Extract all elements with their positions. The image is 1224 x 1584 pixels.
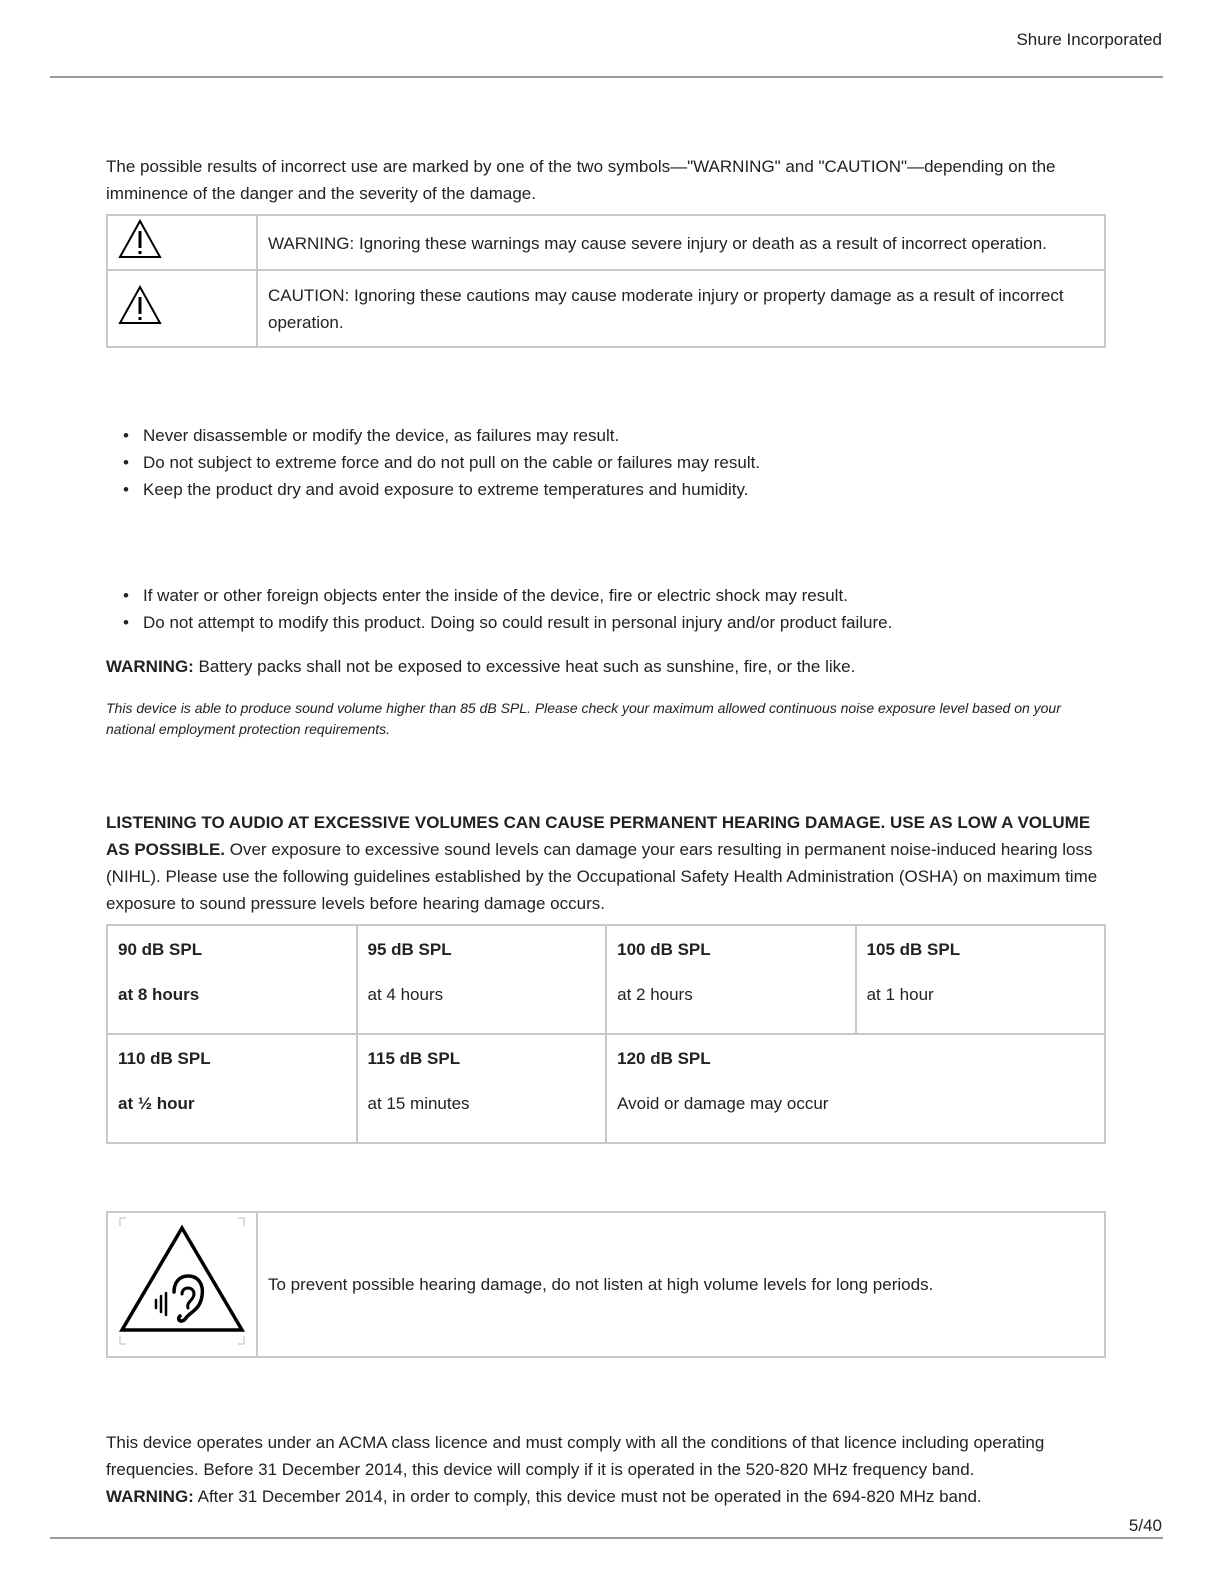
symbol-cell xyxy=(107,215,257,270)
table-cell xyxy=(856,925,1105,1034)
spl-level: 90 dB SPL xyxy=(118,940,203,959)
table-cell xyxy=(107,925,357,1034)
header-company: Shure Incorporated xyxy=(1016,30,1162,49)
list-item-text: If water or other foreign objects enter the inside of the device, fire or electric shock may result. xyxy=(143,586,848,605)
symbol-row-hearing xyxy=(107,1212,1105,1357)
footer-divider xyxy=(50,1537,1163,1539)
acma-warning xyxy=(106,1483,1106,1510)
warning-text: After 31 December 2014, in order to comply, this device must not be operated in the 694-820 MHz band. xyxy=(193,1487,982,1506)
symbol-row-caution xyxy=(107,270,1105,347)
bullet-list-1 xyxy=(106,422,1143,503)
spl-duration: at 4 hours xyxy=(367,985,444,1004)
list-item-text: Keep the product dry and avoid exposure to extreme temperatures and humidity. xyxy=(143,480,749,499)
warning-text: Battery packs shall not be exposed to excessive heat such as sunshine, fire, or the like. xyxy=(193,657,856,676)
acma-paragraph xyxy=(106,1429,1106,1510)
symbol-row-warning xyxy=(107,215,1105,270)
list-item-text: Never disassemble or modify the device, as failures may result. xyxy=(143,426,620,445)
warning-label: WARNING: xyxy=(106,1487,194,1506)
list-item: • Keep the product dry and avoid exposure to extreme temperatures and humidity. xyxy=(123,480,749,499)
spl-level: 120 dB SPL xyxy=(617,1049,711,1068)
hearing-warning-text: Over exposure to excessive sound levels can damage your ears resulting in permanent noise-induced hearing loss (NIHL). Please use the following guidelines established by the Occupational Safety Health Administration (OSHA) on maximum time exposure to sound pressure levels before hearing damage occurs. xyxy=(106,840,1098,913)
list-item: • Never disassemble or modify the device, as failures may result. xyxy=(123,426,620,445)
page-number: 5/40 xyxy=(1128,1516,1162,1535)
spl-level: 115 dB SPL xyxy=(367,1049,461,1068)
symbol-cell xyxy=(107,270,257,347)
spl-level: 110 dB SPL xyxy=(118,1049,211,1068)
list-item: • Do not subject to extreme force and do not pull on the cable or failures may result. xyxy=(123,453,761,472)
spl-duration: at ½ hour xyxy=(118,1094,195,1113)
spl-duration: at 2 hours xyxy=(617,985,693,1004)
table-cell xyxy=(357,1034,607,1143)
table-cell xyxy=(357,925,607,1034)
hearing-damage-icon xyxy=(118,1216,246,1346)
list-item: • If water or other foreign objects enter the inside of the device, fire or electric shock may result. xyxy=(123,586,848,605)
spl-table xyxy=(106,924,1106,1144)
hearing-warning-paragraph xyxy=(106,809,1106,917)
hearing-warning-heading: LISTENING TO AUDIO AT EXCESSIVE VOLUMES CAN CAUSE PERMANENT HEARING DAMAGE. USE AS LOW A VOLUME AS POSSIBLE. xyxy=(106,813,1091,859)
intro-paragraph: The possible results of incorrect use are marked by one of the two symbols—"WARNING" and "CAUTION"—depending on the imminence of the danger and the severity of the damage. xyxy=(106,157,1056,203)
spl-duration: Avoid or damage may occur xyxy=(617,1094,829,1113)
table-cell xyxy=(107,1034,357,1143)
table-row xyxy=(107,1034,1105,1143)
spl-level: 105 dB SPL xyxy=(866,940,961,959)
warning-triangle-icon xyxy=(118,219,162,259)
list-item-text: Do not subject to extreme force and do not pull on the cable or failures may result. xyxy=(143,453,761,472)
warning-triangle-icon xyxy=(118,285,162,325)
spl-duration: at 1 hour xyxy=(866,985,934,1004)
acma-text: This device operates under an ACMA class licence and must comply with all the conditions of that licence including operating frequencies. Before 31 December 2014, this device will comply if it is operated in the 520-820 MHz frequency band. xyxy=(106,1433,1045,1479)
warning-label: WARNING: xyxy=(106,657,194,676)
table-cell xyxy=(606,1034,1105,1143)
spl-duration: at 15 minutes xyxy=(367,1094,470,1113)
hearing-symbol-table xyxy=(106,1211,1106,1358)
table-cell xyxy=(606,925,855,1034)
list-item-text: Do not attempt to modify this product. Doing so could result in personal injury and/or product failure. xyxy=(143,613,893,632)
spl-level: 95 dB SPL xyxy=(367,940,452,959)
bullet-list-2 xyxy=(106,582,1143,636)
symbol-cell xyxy=(107,1212,257,1357)
list-item: • Do not attempt to modify this product. Doing so could result in personal injury and/or product failure. xyxy=(123,613,893,632)
table-row xyxy=(107,925,1105,1034)
hearing-warning-text: To prevent possible hearing damage, do not listen at high volume levels for long periods. xyxy=(257,1212,1105,1357)
header-divider xyxy=(50,76,1163,78)
spl-level: 100 dB SPL xyxy=(617,940,711,959)
symbol-table xyxy=(106,214,1106,348)
noise-exposure-note: This device is able to produce sound volume higher than 85 dB SPL. Please check your maximum allowed continuous noise exposure level based on your national employment protection requirements. xyxy=(106,700,1061,737)
symbol-text-warning: WARNING: Ignoring these warnings may cause severe injury or death as a result of incorrect operation. xyxy=(257,215,1105,270)
battery-warning xyxy=(106,653,1106,680)
spl-duration: at 8 hours xyxy=(118,985,200,1004)
symbol-text-caution: CAUTION: Ignoring these cautions may cause moderate injury or property damage as a result of incorrect operation. xyxy=(257,270,1105,347)
